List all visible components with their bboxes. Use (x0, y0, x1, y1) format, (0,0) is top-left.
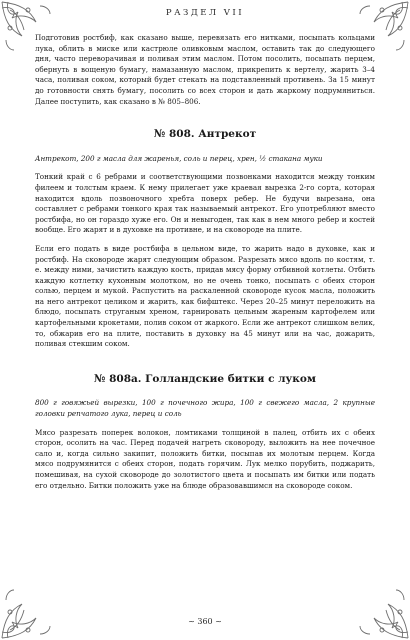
recipe-paragraph-808-2: Если его подать в виде ростбифа в цельном виде, то жарить надо в духовке, как и ростбиф. На сковороде жарят следующим образом. Разрезать мясо вдоль по костям, т. е. между ними, зачистить каждую кость, придав мясу форму отбивной котлеты. Отбить каждую котлетку кухонным молотком, но не очень тонко, посыпать с обеих сторон солью, перцем и мукой. Распустить на раскаленной сковороде кусок масла, положить на него антрекот целиком и жарить, как бифштекс. Через 20–25 минут переложить на блюдо, посыпать струганым хреном, гарнировать цельным жареным картофелем или картофельными крокетами, полив соком от жаркого. Если же антрекот слишком велик, то, обжарив его на плите, поставить в духовку на 45 минут или на час, дожарить, поливая стекшим соком. (35, 243, 375, 349)
recipe-paragraph-808a-1: Мясо разрезать поперек волокон, ломтиками толщиной в палец, отбить их с обеих сторон, осолить на час. Перед подачей нагреть сковороду, выложить на нее почечное сало и, когда сильно закипит, положить битки, посыпав их молотым перцем. Когда мясо подрумянится с обеих сторон, подать горячим. Лук мелко порубить, поджарить, помешивая, на сухой сковороде до золотистого цвета и посыпать им битки или подать его отдельно. Битки положить уже на блюде образовавшимся на сковороде соком. (35, 427, 375, 490)
recipe-ingredients-808: Антрекот, 200 г масла для жаренья, соль и перец, хрен, ½ стакана муки (35, 153, 323, 163)
intro-paragraph: Подготовив ростбиф, как сказано выше, перевязать его нитками, посыпать кольцами лука, облить в миске или кастрюле оливковым маслом, оставить так до следующего дня, часто переворачивая и поливая этим маслом. Потом посолить, посыпать перцем, обернуть в вощеную бумагу, намазанную маслом, прикрепить к вертелу, жарить 3–4 часа, поливая соком, который будет стекать на подставленный противень. За 15 минут до готовности снять бумагу, посолить со всех сторон и дать жаркому подрумяниться. Далее поступить, как сказано в № 805–806. (35, 33, 375, 106)
section-header: РАЗДЕЛ VII (165, 8, 245, 18)
recipe-title-808: № 808. Антрекот (153, 128, 257, 141)
ornament-corner-bottom-right-icon (350, 580, 410, 640)
page-number: ~ 360 ~ (188, 617, 222, 626)
recipe-title-808a: № 808а. Голландские битки с луком (94, 372, 316, 385)
recipe-paragraph-808-1: Тонкий край с 6 ребрами и соответствующими позвонками находится между тонким филеем и толстым краем. К нему прилегает уже краевая вырезка 2-го сорта, которая находится вдоль позвоночного хребта поверх ребер. Не будучи вырезана, она составляет с ребрами тонкого края так называемый антрекот. Его употребляют вместо ростбифа, но он гораздо хуже его. Он и невыгоден, так как в нем много ребер и костей вообще. Его жарят и в духовке на противне, и на сковороде на плите. (35, 172, 375, 235)
recipe-ingredients-808a: 800 г говяжьей вырезки, 100 г почечного жира, 100 г свежего масла, 2 крупные головки репчатого лука, перец и соль (35, 398, 375, 419)
ornament-corner-bottom-left-icon (0, 580, 60, 640)
page-content (35, 33, 375, 499)
